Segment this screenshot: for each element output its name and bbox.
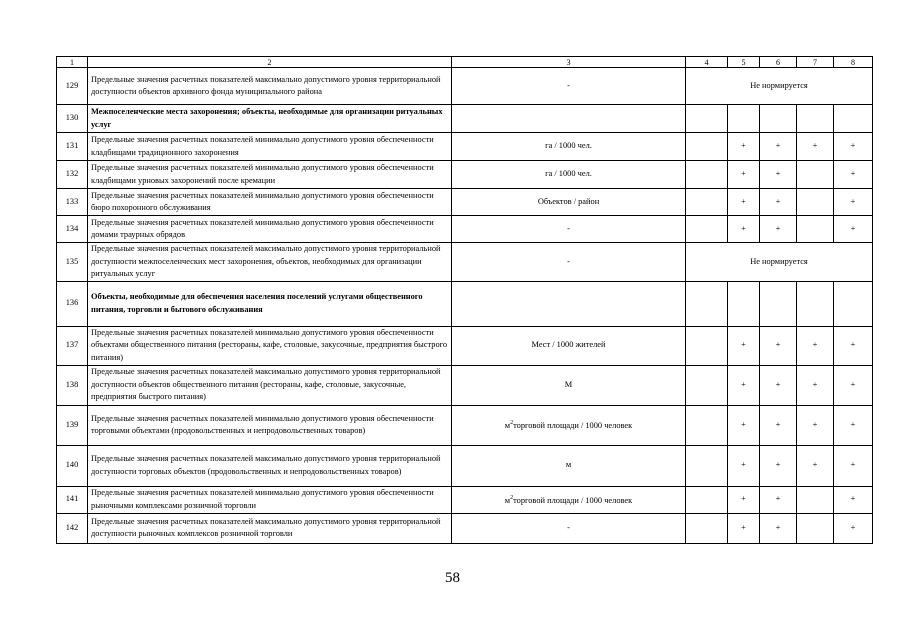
applicability-mark: + [834, 365, 873, 405]
table-row [57, 68, 873, 105]
applicability-mark: + [728, 513, 760, 543]
unit-cell [452, 486, 686, 513]
indicator-name: Предельные значения расчетных показателей максимально допустимого уровня территориальной доступности объектов общественного питания (рестораны, кафе, столовые, закусочные, предприятия быстрого питания) [88, 365, 452, 405]
applicability-mark: + [760, 486, 797, 513]
applicability-mark [797, 105, 834, 133]
applicability-mark [686, 105, 728, 133]
unit-cell [452, 281, 686, 326]
unit-cell: М [452, 365, 686, 405]
table-row [57, 405, 873, 445]
applicability-mark: + [760, 189, 797, 216]
table-row [57, 216, 873, 243]
table-row [57, 445, 873, 486]
applicability-mark [686, 486, 728, 513]
row-number: 140 [57, 445, 88, 486]
header-cell: 8 [834, 57, 873, 68]
row-number: 138 [57, 365, 88, 405]
unit-cell: - [452, 513, 686, 543]
not-regulated-note: Не нормируется [686, 243, 873, 282]
applicability-mark: + [797, 405, 834, 445]
applicability-mark: + [760, 445, 797, 486]
applicability-mark [686, 513, 728, 543]
applicability-mark [760, 281, 797, 326]
applicability-mark: + [834, 486, 873, 513]
table-row [57, 161, 873, 189]
page-number: 58 [445, 570, 460, 586]
unit-superscript: 2 [510, 420, 514, 427]
row-number: 133 [57, 189, 88, 216]
applicability-mark: + [728, 405, 760, 445]
header-cell: 6 [760, 57, 797, 68]
applicability-mark [686, 445, 728, 486]
table-row [57, 326, 873, 365]
header-cell: 3 [452, 57, 686, 68]
norms-table [56, 56, 873, 544]
applicability-mark: + [760, 133, 797, 161]
applicability-mark: + [728, 486, 760, 513]
unit-superscript: 2 [510, 494, 514, 501]
unit-cell: Мест / 1000 жителей [452, 326, 686, 365]
section-heading: Объекты, необходимые для обеспечения населения поселений услугами общественного питания, торговли и бытового обслуживания [88, 281, 452, 326]
unit-cell: га / 1000 чел. [452, 161, 686, 189]
applicability-mark: + [728, 189, 760, 216]
unit-base: м [504, 495, 511, 505]
unit-base: м [504, 421, 511, 431]
applicability-mark: + [834, 326, 873, 365]
applicability-mark: + [728, 216, 760, 243]
unit-cell: м [452, 445, 686, 486]
indicator-name: Предельные значения расчетных показателей максимально допустимого уровня территориальной доступности межпоселенческих мест захоронения, объектов, необходимых для организации ритуальных услуг [88, 243, 452, 282]
applicability-mark [797, 486, 834, 513]
applicability-mark: + [797, 133, 834, 161]
table-row [57, 243, 873, 282]
applicability-mark: + [760, 161, 797, 189]
header-cell: 7 [797, 57, 834, 68]
applicability-mark [686, 365, 728, 405]
indicator-name: Предельные значения расчетных показателей минимально допустимого уровня обеспеченности рыночными комплексами розничной торговли [88, 486, 452, 513]
applicability-mark [834, 281, 873, 326]
indicator-name: Предельные значения расчетных показателей минимально допустимого уровня обеспеченности домами траурных обрядов [88, 216, 452, 243]
indicator-name: Предельные значения расчетных показателей минимально допустимого уровня обеспеченности кладбищами традиционного захоронения [88, 133, 452, 161]
table-row [57, 189, 873, 216]
not-regulated-note: Не нормируется [686, 68, 873, 105]
applicability-mark [797, 161, 834, 189]
indicator-name: Предельные значения расчетных показателей минимально допустимого уровня обеспеченности бюро похоронного обслуживания [88, 189, 452, 216]
applicability-mark: + [834, 133, 873, 161]
row-number: 131 [57, 133, 88, 161]
indicator-name: Предельные значения расчетных показателей минимально допустимого уровня обеспеченности торговыми объектами (продовольственных и непродовольственных товаров) [88, 405, 452, 445]
row-number: 132 [57, 161, 88, 189]
applicability-mark: + [834, 445, 873, 486]
table-row [57, 281, 873, 326]
table-row [57, 513, 873, 543]
applicability-mark [834, 105, 873, 133]
row-number: 139 [57, 405, 88, 445]
row-number: 141 [57, 486, 88, 513]
applicability-mark: + [728, 365, 760, 405]
applicability-mark: + [728, 133, 760, 161]
row-number: 130 [57, 105, 88, 133]
applicability-mark [797, 189, 834, 216]
applicability-mark: + [834, 161, 873, 189]
row-number: 137 [57, 326, 88, 365]
applicability-mark: + [834, 513, 873, 543]
applicability-mark [797, 216, 834, 243]
applicability-mark [686, 161, 728, 189]
indicator-name: Предельные значения расчетных показателей максимально допустимого уровня территориальной доступности торговых объектов (продовольственных и непродовольственных товаров) [88, 445, 452, 486]
row-number: 135 [57, 243, 88, 282]
applicability-mark: + [760, 365, 797, 405]
unit-cell: га / 1000 чел. [452, 133, 686, 161]
unit-cell: - [452, 243, 686, 282]
applicability-mark [686, 216, 728, 243]
applicability-mark: + [834, 216, 873, 243]
unit-cell [452, 105, 686, 133]
applicability-mark [686, 281, 728, 326]
header-cell: 4 [686, 57, 728, 68]
applicability-mark [686, 405, 728, 445]
row-number: 134 [57, 216, 88, 243]
applicability-mark: + [760, 216, 797, 243]
applicability-mark: + [760, 326, 797, 365]
applicability-mark [728, 105, 760, 133]
table-row [57, 133, 873, 161]
applicability-mark [797, 513, 834, 543]
header-cell: 5 [728, 57, 760, 68]
row-number: 136 [57, 281, 88, 326]
header-row [57, 57, 873, 68]
section-heading: Межпоселенческие места захоронения; объекты, необходимые для организации ритуальных услуг [88, 105, 452, 133]
unit-cell [452, 405, 686, 445]
applicability-mark: + [728, 161, 760, 189]
applicability-mark: + [834, 405, 873, 445]
applicability-mark: + [760, 513, 797, 543]
applicability-mark [686, 326, 728, 365]
indicator-name: Предельные значения расчетных показателей минимально допустимого уровня обеспеченности объектами общественного питания (рестораны, кафе, столовые, закусочные, предприятия быстрого питания) [88, 326, 452, 365]
applicability-mark: + [797, 326, 834, 365]
applicability-mark [686, 189, 728, 216]
header-cell: 2 [88, 57, 452, 68]
indicator-name: Предельные значения расчетных показателей максимально допустимого уровня территориальной доступности объектов архивного фонда муниципального района [88, 68, 452, 105]
unit-cell: - [452, 68, 686, 105]
unit-cell: - [452, 216, 686, 243]
unit-rest: торговой площади / 1000 человек [513, 495, 633, 505]
applicability-mark: + [797, 445, 834, 486]
applicability-mark [760, 105, 797, 133]
table-row [57, 365, 873, 405]
table-row [57, 105, 873, 133]
applicability-mark [797, 281, 834, 326]
applicability-mark [686, 133, 728, 161]
applicability-mark: + [797, 365, 834, 405]
row-number: 142 [57, 513, 88, 543]
row-number: 129 [57, 68, 88, 105]
applicability-mark [728, 281, 760, 326]
unit-cell: Объектов / район [452, 189, 686, 216]
indicator-name: Предельные значения расчетных показателей максимально допустимого уровня территориальной доступности рыночных комплексов розничной торговли [88, 513, 452, 543]
applicability-mark: + [834, 189, 873, 216]
header-cell: 1 [57, 57, 88, 68]
unit-rest: торговой площади / 1000 человек [513, 421, 633, 431]
applicability-mark: + [728, 326, 760, 365]
applicability-mark: + [760, 405, 797, 445]
applicability-mark: + [728, 445, 760, 486]
table-row [57, 486, 873, 513]
indicator-name: Предельные значения расчетных показателей минимально допустимого уровня обеспеченности кладбищами урновых захоронений после кремации [88, 161, 452, 189]
